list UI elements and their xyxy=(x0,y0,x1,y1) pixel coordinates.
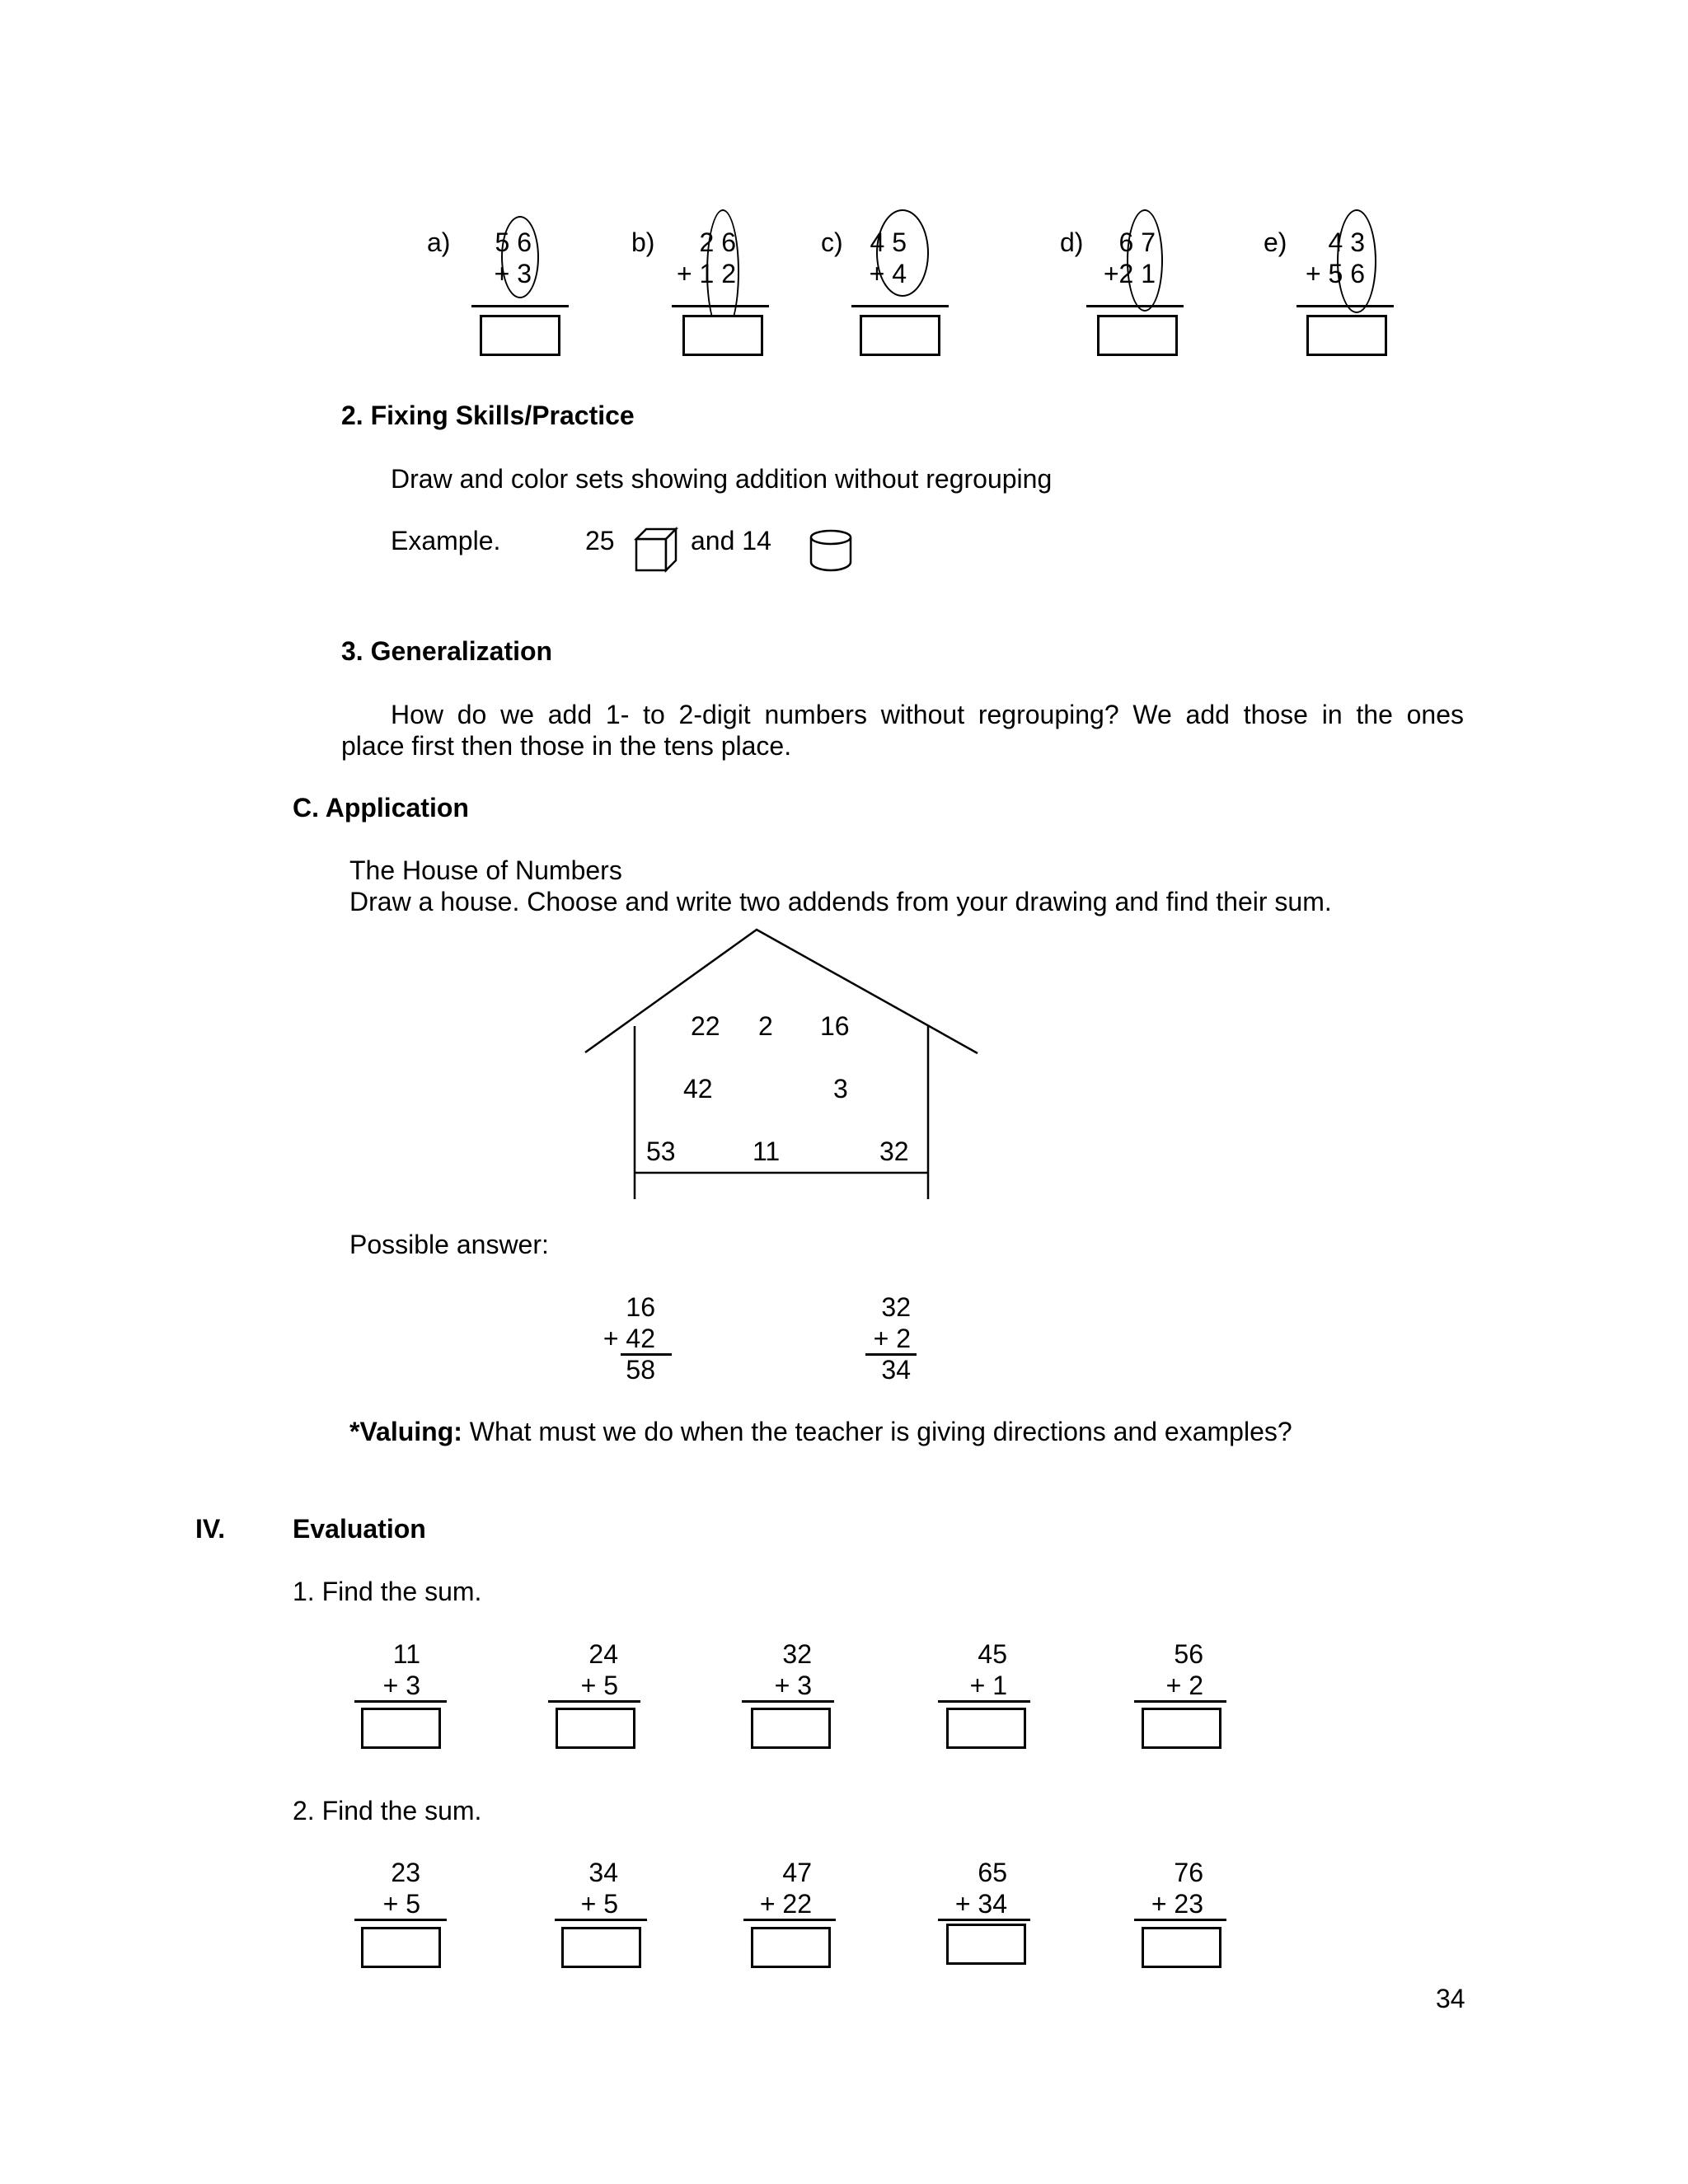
problem-top: 47 xyxy=(782,1858,812,1887)
answer-box[interactable] xyxy=(1142,1708,1221,1749)
answer-sum: 58 xyxy=(626,1355,655,1385)
answer-box[interactable] xyxy=(361,1708,441,1749)
problem-bottom: + 5 6 xyxy=(1305,259,1365,288)
answer-bottom: + 2 xyxy=(873,1324,911,1353)
answer-line xyxy=(938,1700,1030,1703)
problem-top: 5 6 xyxy=(495,227,532,257)
answer-bottom: + 42 xyxy=(603,1324,655,1353)
cube-icon xyxy=(633,526,682,575)
valuing-text: What must we do when the teacher is giving directions and examples? xyxy=(462,1417,1292,1446)
evaluation-part1-label: 1. Find the sum. xyxy=(293,1577,482,1606)
cylinder-icon xyxy=(808,527,854,574)
house-number: 32 xyxy=(879,1137,909,1166)
problem-bottom: + 1 xyxy=(969,1671,1007,1700)
answer-box[interactable] xyxy=(561,1927,641,1968)
problem-top: 32 xyxy=(782,1639,812,1669)
problem-top: 56 xyxy=(1174,1639,1203,1669)
problem-top: 45 xyxy=(978,1639,1007,1669)
section-heading-application: C. Application xyxy=(293,793,469,823)
problem-top: 34 xyxy=(588,1858,618,1887)
section-roman-numeral: IV. xyxy=(195,1514,226,1544)
house-number: 22 xyxy=(691,1011,720,1041)
answer-line xyxy=(354,1919,447,1921)
answer-sum: 34 xyxy=(881,1355,911,1385)
answer-box[interactable] xyxy=(480,315,560,356)
answer-line xyxy=(555,1919,647,1921)
problem-bottom: + 5 xyxy=(580,1889,618,1919)
problem-label: c) xyxy=(821,227,843,257)
answer-box[interactable] xyxy=(361,1927,441,1968)
ones-column-oval xyxy=(501,216,539,298)
problem-top: 2 6 xyxy=(699,227,736,257)
valuing-label: *Valuing: xyxy=(349,1417,462,1446)
answer-box[interactable] xyxy=(682,315,763,356)
answer-line xyxy=(672,305,769,307)
problem-bottom: + 5 xyxy=(580,1671,618,1700)
problem-bottom: + 4 xyxy=(869,259,907,288)
ones-column-oval xyxy=(1337,209,1376,313)
generalization-text-line2: place first then those in the tens place. xyxy=(341,731,792,761)
valuing-question xyxy=(349,1416,1292,1447)
problem-label: e) xyxy=(1264,227,1287,257)
answer-line xyxy=(1296,305,1394,307)
answer-top: 32 xyxy=(881,1292,911,1322)
problem-bottom: +2 1 xyxy=(1103,259,1156,288)
problem-bottom: + 3 xyxy=(774,1671,812,1700)
answer-top: 16 xyxy=(626,1292,655,1322)
problem-top: 11 xyxy=(392,1639,420,1669)
problem-top: 65 xyxy=(978,1858,1007,1887)
answer-box[interactable] xyxy=(1097,315,1178,356)
answer-line xyxy=(742,1700,834,1703)
answer-box[interactable] xyxy=(1306,315,1387,356)
answer-line xyxy=(471,305,569,307)
answer-line xyxy=(1134,1700,1226,1703)
problem-top: 4 3 xyxy=(1328,227,1365,257)
activity-title: The House of Numbers xyxy=(349,855,622,885)
ones-column-oval xyxy=(876,209,929,297)
answer-line xyxy=(743,1919,836,1921)
practice-instruction: Draw and color sets showing addition without regrouping xyxy=(391,464,1053,494)
answer-line xyxy=(548,1700,640,1703)
answer-line xyxy=(1086,305,1184,307)
answer-box[interactable] xyxy=(946,1924,1026,1965)
answer-line xyxy=(1134,1919,1226,1921)
answer-box[interactable] xyxy=(556,1708,635,1749)
answer-box[interactable] xyxy=(751,1708,831,1749)
section-heading-fixing-skills: 2. Fixing Skills/Practice xyxy=(341,401,635,430)
example-number: 25 xyxy=(585,526,615,555)
answer-box[interactable] xyxy=(946,1708,1026,1749)
house-number: 11 xyxy=(753,1137,781,1166)
problem-top: 76 xyxy=(1174,1858,1203,1887)
house-number: 16 xyxy=(820,1011,850,1041)
problem-top: 24 xyxy=(588,1639,618,1669)
problem-top: 6 7 xyxy=(1118,227,1156,257)
problem-bottom: + 5 xyxy=(382,1889,420,1919)
page-number: 34 xyxy=(1436,1984,1465,2013)
problem-bottom: + 34 xyxy=(954,1889,1007,1919)
problem-top: 4 5 xyxy=(870,227,907,257)
problem-label: a) xyxy=(427,227,451,257)
problem-top: 23 xyxy=(391,1858,420,1887)
ones-column-oval xyxy=(1127,209,1163,312)
answer-box[interactable] xyxy=(1142,1927,1221,1968)
activity-instruction: Draw a house. Choose and write two addends from your drawing and find their sum. xyxy=(349,887,1332,916)
section-heading-evaluation: Evaluation xyxy=(293,1514,426,1544)
problem-bottom: + 22 xyxy=(759,1889,812,1919)
generalization-text-line1: How do we add 1- to 2-digit numbers without regrouping? We add those in the ones xyxy=(391,700,1464,729)
answer-box[interactable] xyxy=(751,1927,831,1968)
answer-line xyxy=(354,1700,447,1703)
problem-label: d) xyxy=(1060,227,1084,257)
house-number: 3 xyxy=(833,1074,848,1104)
problem-bottom: + 3 xyxy=(494,259,532,288)
problem-label: b) xyxy=(631,227,655,257)
problem-bottom: + 2 xyxy=(1165,1671,1203,1700)
example-second-number: and 14 xyxy=(691,526,771,555)
answer-line xyxy=(851,305,949,307)
house-number: 53 xyxy=(646,1137,676,1166)
evaluation-part2-label: 2. Find the sum. xyxy=(293,1796,482,1825)
answer-line xyxy=(938,1919,1030,1921)
house-number: 2 xyxy=(758,1011,773,1041)
section-heading-generalization: 3. Generalization xyxy=(341,636,553,666)
example-label: Example. xyxy=(391,526,501,555)
problem-bottom: + 3 xyxy=(382,1671,420,1700)
possible-answer-label: Possible answer: xyxy=(349,1230,549,1259)
house-number: 42 xyxy=(683,1074,713,1104)
problem-bottom: + 23 xyxy=(1151,1889,1203,1919)
problem-bottom: + 1 2 xyxy=(676,259,736,288)
answer-box[interactable] xyxy=(860,315,940,356)
